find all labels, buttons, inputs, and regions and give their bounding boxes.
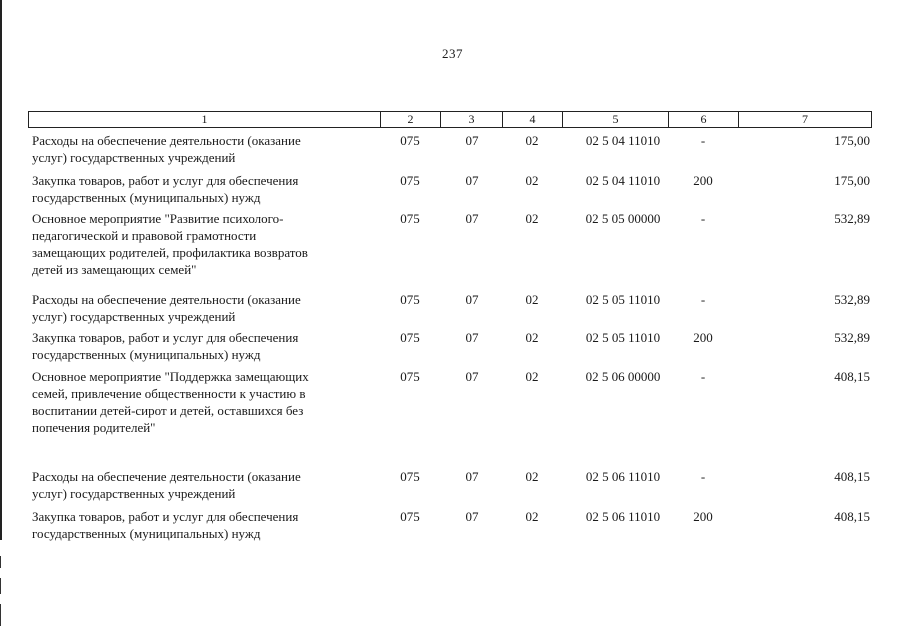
row-col-5: 02 5 05 00000 — [585, 211, 661, 226]
row-col-4: 02 — [525, 369, 539, 384]
row-name — [32, 368, 372, 436]
row-col-5: 02 5 05 11010 — [585, 330, 661, 345]
row-name-line: Расходы на обеспечение деятельности (оказание — [32, 133, 301, 148]
row-col-6: 200 — [693, 330, 713, 345]
table-row — [28, 508, 872, 544]
table-row — [28, 468, 872, 504]
row-name — [32, 132, 372, 166]
row-name — [32, 508, 372, 542]
row-name-line: услуг) государственных учреждений — [32, 309, 236, 324]
row-col-2: 075 — [400, 173, 420, 188]
row-col-2: 075 — [400, 133, 420, 148]
page-left-edge — [0, 0, 2, 540]
table-row — [28, 210, 872, 282]
row-name-line: воспитании детей-сирот и детей, оставшихся без — [32, 403, 304, 418]
row-col-3: 07 — [465, 133, 479, 148]
row-name-line: Расходы на обеспечение деятельности (оказание — [32, 469, 301, 484]
row-col-4: 02 — [525, 330, 539, 345]
row-name — [32, 210, 372, 278]
row-col-7: 408,15 — [834, 509, 870, 524]
header-col-6: 6 — [669, 112, 739, 127]
header-col-2: 2 — [381, 112, 441, 127]
row-name-line: государственных (муниципальных) нужд — [32, 347, 261, 362]
header-col-1: 1 — [29, 112, 381, 127]
header-col-5: 5 — [563, 112, 669, 127]
row-name — [32, 172, 372, 206]
row-col-7: 175,00 — [834, 133, 870, 148]
row-col-6: - — [700, 133, 706, 148]
row-name — [32, 468, 372, 502]
row-name-line: услуг) государственных учреждений — [32, 150, 236, 165]
table-row — [28, 291, 872, 327]
row-col-3: 07 — [465, 292, 479, 307]
header-col-4: 4 — [503, 112, 563, 127]
row-col-6: - — [700, 469, 706, 484]
row-col-7: 532,89 — [834, 330, 870, 345]
row-col-4: 02 — [525, 173, 539, 188]
row-name-line: педагогической и правовой грамотности — [32, 228, 257, 243]
row-col-2: 075 — [400, 292, 420, 307]
row-name-line: замещающих родителей, профилактика возвратов — [32, 245, 308, 260]
header-col-3: 3 — [441, 112, 503, 127]
row-col-4: 02 — [525, 133, 539, 148]
row-col-5: 02 5 04 11010 — [585, 133, 661, 148]
row-col-3: 07 — [465, 509, 479, 524]
row-col-5: 02 5 06 11010 — [585, 469, 661, 484]
row-name-line: Закупка товаров, работ и услуг для обеспечения — [32, 330, 299, 345]
row-col-7: 408,15 — [834, 469, 870, 484]
budget-table — [28, 111, 872, 541]
page-number: 237 — [442, 46, 463, 61]
row-name-line: государственных (муниципальных) нужд — [32, 190, 261, 205]
row-col-7: 532,89 — [834, 211, 870, 226]
row-col-3: 07 — [465, 469, 479, 484]
row-name-line: Закупка товаров, работ и услуг для обеспечения — [32, 509, 299, 524]
row-col-2: 075 — [400, 509, 420, 524]
row-col-3: 07 — [465, 330, 479, 345]
row-col-5: 02 5 04 11010 — [585, 173, 661, 188]
row-col-6: - — [700, 211, 706, 226]
row-name-line: семей, привлечение общественности к участию в — [32, 386, 306, 401]
row-name-line: государственных (муниципальных) нужд — [32, 526, 261, 541]
row-col-2: 075 — [400, 330, 420, 345]
row-name-line: Основное мероприятие "Развитие психолого- — [32, 211, 284, 226]
row-col-7: 532,89 — [834, 292, 870, 307]
row-col-4: 02 — [525, 211, 539, 226]
row-name-line: Расходы на обеспечение деятельности (оказание — [32, 292, 301, 307]
row-col-5: 02 5 06 00000 — [585, 369, 661, 384]
row-name — [32, 329, 372, 363]
row-col-5: 02 5 06 11010 — [585, 509, 661, 524]
row-name-line: попечения родителей" — [32, 420, 156, 435]
row-col-3: 07 — [465, 211, 479, 226]
row-name-line: Закупка товаров, работ и услуг для обеспечения — [32, 173, 299, 188]
row-col-6: - — [700, 369, 706, 384]
row-col-3: 07 — [465, 173, 479, 188]
table-row — [28, 172, 872, 208]
page-left-marks — [0, 556, 2, 626]
row-col-6: 200 — [693, 173, 713, 188]
row-col-6: 200 — [693, 509, 713, 524]
row-col-4: 02 — [525, 292, 539, 307]
row-name-line: услуг) государственных учреждений — [32, 486, 236, 501]
row-col-7: 408,15 — [834, 369, 870, 384]
row-name-line: Основное мероприятие "Поддержка замещающих — [32, 369, 309, 384]
row-col-5: 02 5 05 11010 — [585, 292, 661, 307]
table-header-row — [28, 111, 872, 128]
row-col-7: 175,00 — [834, 173, 870, 188]
row-col-2: 075 — [400, 211, 420, 226]
table-row — [28, 368, 872, 440]
row-col-6: - — [700, 292, 706, 307]
row-name — [32, 291, 372, 325]
row-name-line: детей из замещающих семей" — [32, 262, 197, 277]
table-row — [28, 132, 872, 168]
header-col-7: 7 — [802, 112, 808, 126]
row-col-3: 07 — [465, 369, 479, 384]
table-row — [28, 329, 872, 365]
row-col-4: 02 — [525, 469, 539, 484]
row-col-2: 075 — [400, 469, 420, 484]
row-col-2: 075 — [400, 369, 420, 384]
row-col-4: 02 — [525, 509, 539, 524]
